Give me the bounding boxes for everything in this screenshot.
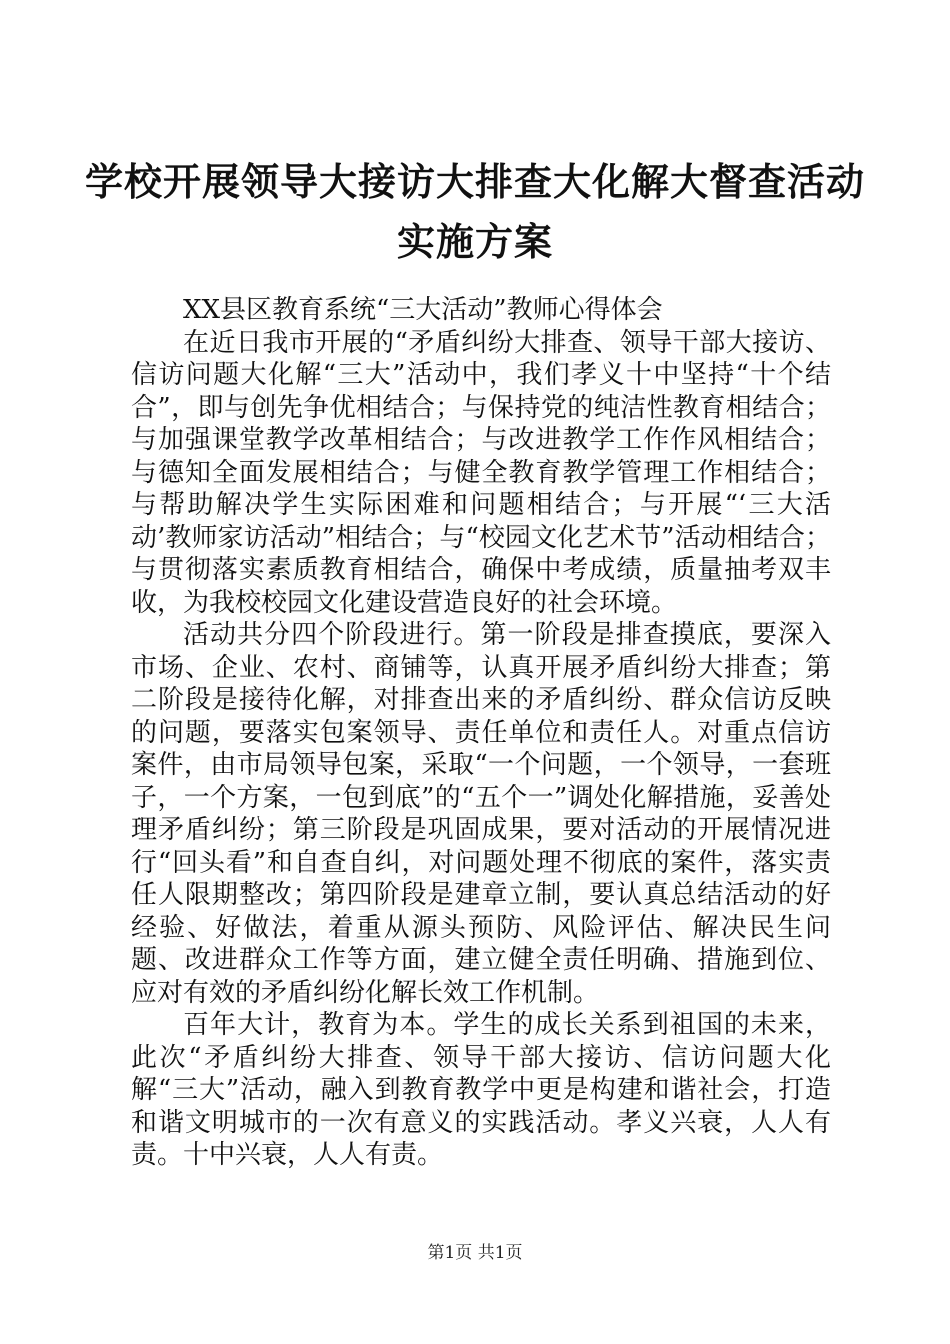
document-subtitle: XX县区教育系统“三大活动”教师心得体会 xyxy=(183,295,663,325)
body-paragraph: 百年大计，教育为本。学生的成长关系到祖国的未来，此次“矛盾纠纷大排查、领导干部大接访、信访问题大化解“三大”活动，融入到教育教学中更是构建和谐社会，打造和谐文明城市的一次有意义的实践活动。孝义兴衰，人人有责。十中兴衰，人人有责。 xyxy=(131,1010,831,1170)
body-paragraph: 活动共分四个阶段进行。第一阶段是排查摸底，要深入市场、企业、农村、商铺等，认真开展矛盾纠纷大排查；第二阶段是接待化解，对排查出来的矛盾纠纷、群众信访反映的问题，要落实包案领导、责任单位和责任人。对重点信访案件，由市局领导包案，采取“一个问题，一个领导，一套班子，一个方案，一包到底”的“五个一”调处化解措施，妥善处理矛盾纠纷；第三阶段是巩固成果，要对活动的开展情况进行“回头看”和自查自纠，对问题处理不彻底的案件，落实责任人限期整改；第四阶段是建章立制，要认真总结活动的好经验、好做法，着重从源头预防、风险评估、解决民生问题、改进群众工作等方面，建立健全责任明确、措施到位、应对有效的矛盾纠纷化解长效工作机制。 xyxy=(131,620,831,1008)
document-title-line-2: 实施方案 xyxy=(396,220,553,264)
page-footer: 第1页 共1页 xyxy=(427,1243,523,1263)
document-body xyxy=(131,294,831,1172)
document-title-line-1: 学校开展领导大接访大排查大化解大督查活动 xyxy=(84,160,865,204)
body-paragraph: 在近日我市开展的“矛盾纠纷大排查、领导干部大接访、信访问题大化解“三大”活动中，我们孝义十中坚持“十个结合”，即与创先争优相结合；与保持党的纯洁性教育相结合；与加强课堂教学改革相结合；与改进教学工作作风相结合；与德知全面发展相结合；与健全教育教学管理工作相结合；与帮助解决学生实际困难和问题相结合；与开展“‘三大活动’教师家访活动”相结合；与“校园文化艺术节”活动相结合；与贯彻落实素质教育相结合，确保中考成绩，质量抽考双丰收，为我校校园文化建设营造良好的社会环境。 xyxy=(131,327,831,618)
